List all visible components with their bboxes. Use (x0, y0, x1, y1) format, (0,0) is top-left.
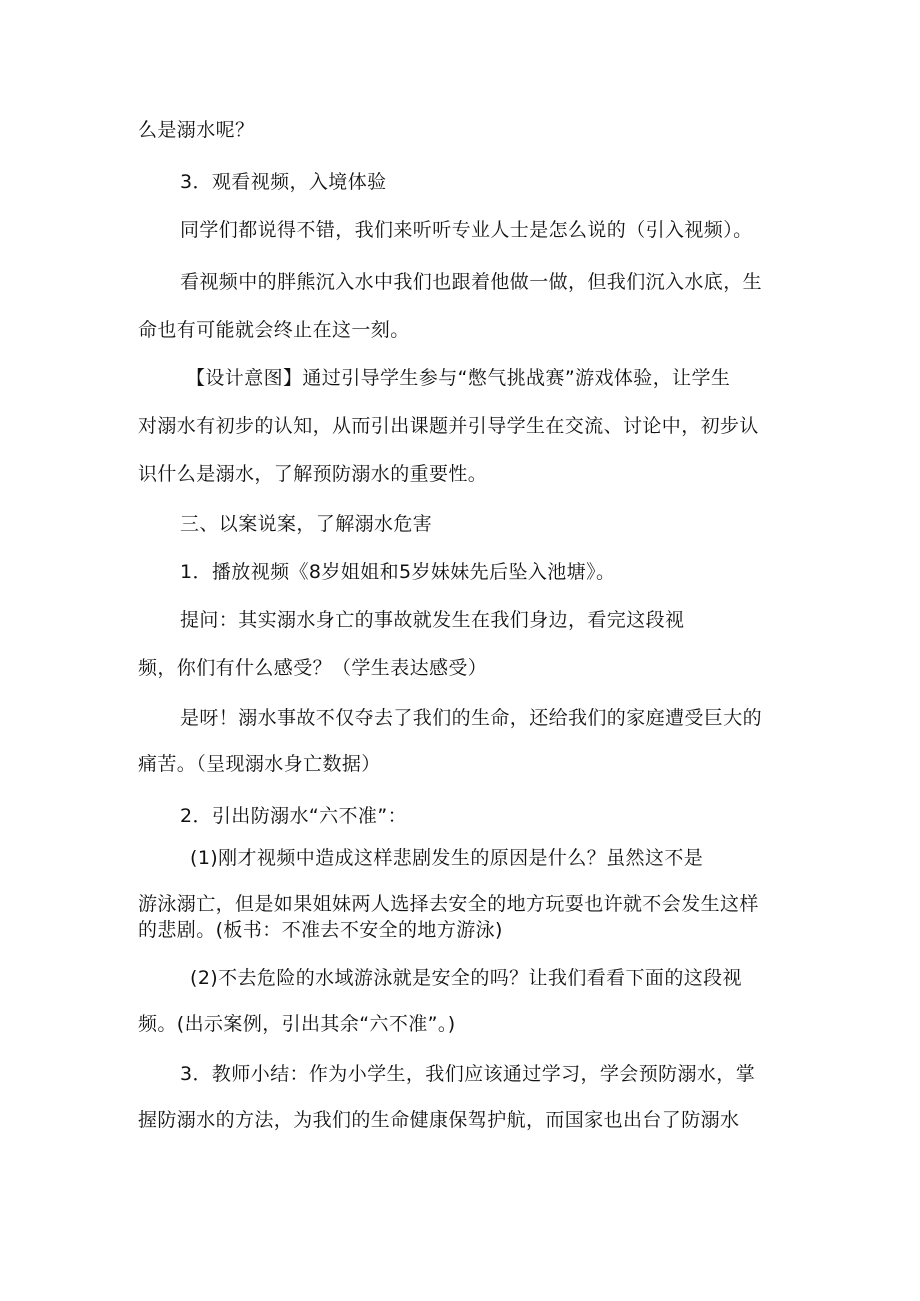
text-line: 游泳溺亡，但是如果姐妹两人选择去安全的地方玩耍也许就不会发生这样 (138, 893, 759, 915)
text-line: 频，你们有什么感受？（学生表达感受） (138, 657, 488, 679)
text-line: (2)不去危险的水域游泳就是安全的吗？让我们看看下面的这段视 (190, 967, 742, 989)
text-line: 3．观看视频，入境体验 (180, 171, 387, 193)
text-line: 握防溺水的方法，为我们的生命健康保驾护航，而国家也出台了防溺水 (138, 1109, 740, 1131)
section-heading: 三、以案说案，了解溺水危害 (180, 513, 433, 535)
text-line: 提问：其实溺水身亡的事故就发生在我们身边，看完这段视 (180, 609, 685, 631)
text-line: 频。(出示案例，引出其余“六不准”。) (138, 1013, 456, 1035)
text-line: 么是溺水呢？ (138, 119, 255, 141)
text-line: 2．引出防溺水“六不准”： (180, 805, 407, 827)
text-line: 对溺水有初步的认知，从而引出课题并引导学生在交流、讨论中，初步认 (138, 415, 759, 437)
text-line: 1．播放视频《8岁姐姐和5岁妹妹先后坠入池塘》。 (180, 561, 616, 583)
text-line: 是呀！溺水事故不仅夺去了我们的生命，还给我们的家庭遭受巨大的 (180, 707, 763, 729)
text-line: (1)刚才视频中造成这样悲剧发生的原因是什么？虽然这不是 (190, 847, 704, 869)
text-line: 的悲剧。(板书：不准去不安全的地方游泳) (138, 919, 503, 941)
text-line: 【设计意图】通过引导学生参与“憋气挑战赛”游戏体验，让学生 (186, 367, 731, 389)
text-line: 痛苦。（呈现溺水身亡数据） (138, 753, 381, 775)
text-line: 命也有可能就会终止在这一刻。 (138, 319, 410, 341)
text-line: 识什么是溺水，了解预防溺水的重要性。 (138, 463, 488, 485)
text-line: 看视频中的胖熊沉入水中我们也跟着他做一做，但我们沉入水底，生 (180, 271, 763, 293)
text-line: 同学们都说得不错，我们来听听专业人士是怎么说的（引入视频）。 (180, 219, 753, 241)
text-line: 3．教师小结：作为小学生，我们应该通过学习，学会预防溺水，掌 (180, 1063, 756, 1085)
